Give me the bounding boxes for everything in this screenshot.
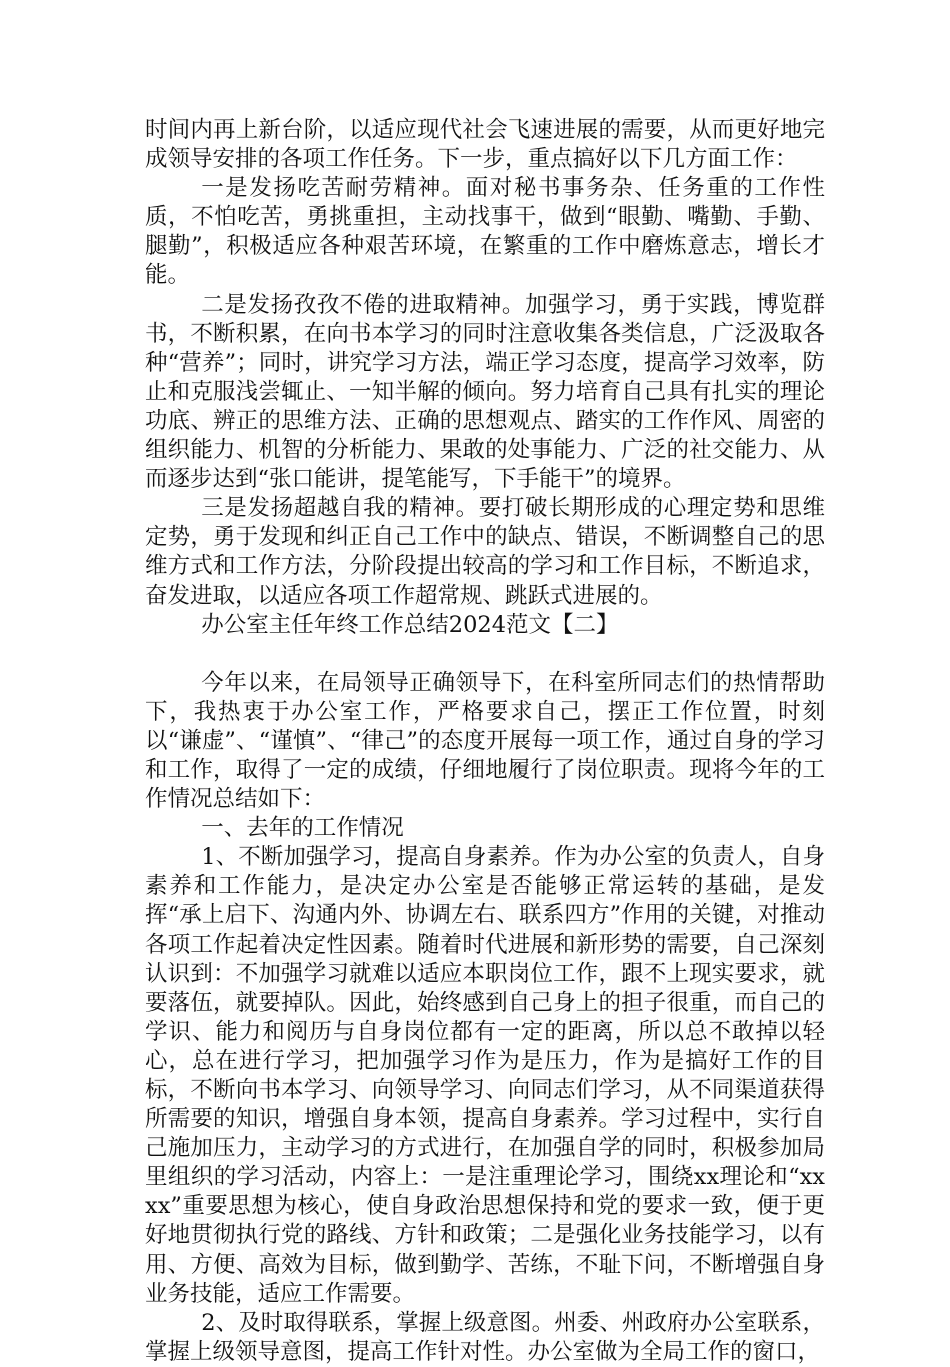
paragraph-point-one: 一是发扬吃苦耐劳精神。面对秘书事务杂、任务重的工作性质，不怕吃苦，勇挑重担，主动找事干，做到“眼勤、嘴勤、手勤、腿勤”，积极适应各种艰苦环境，在繁重的工作中磨炼意志，增长才能。 [145,175,825,289]
paragraph-point-three: 三是发扬超越自我的精神。要打破长期形成的心理定势和思维定势，勇于发现和纠正自己工作中的缺点、错误，不断调整自己的思维方式和工作方法，分阶段提出较高的学习和工作目标，不断追求，奋发进取，以适应各项工作超常规、跳跃式进展的。 [145,495,825,609]
paragraph-point-two: 二是发扬孜孜不倦的进取精神。加强学习，勇于实践，博览群书，不断积累，在向书本学习的同时注意收集各类信息，广泛汲取各种“营养”；同时，讲究学习方法，端正学习态度，提高学习效率，防止和克服浅尝辄止、一知半解的倾向。努力培育自己具有扎实的理论功底、辨正的思维方法、正确的思想观点、踏实的工作作风、周密的组织能力、机智的分析能力、果敢的处事能力、广泛的社交能力、从而逐步达到“张口能讲，提笔能写，下手能干”的境界。 [145,291,825,493]
subsection-heading: 一、去年的工作情况 [201,815,404,842]
document-body [145,116,825,1367]
paragraph-continuation: 时间内再上新台阶，以适应现代社会飞速进展的需要，从而更好地完成领导安排的各项工作任务。下一步，重点搞好以下几方面工作： [145,117,825,173]
paragraph-item-two: 2、及时取得联系，掌握上级意图。州委、州政府办公室联系，掌握上级领导意图，提高工作针对性。办公室做为全局工作的窗口， [145,1309,825,1365]
section-title: 办公室主任年终工作总结2024范文【二】 [201,611,619,638]
paragraph-item-one: 1、不断加强学习，提高自身素养。作为办公室的负责人，自身素养和工作能力，是决定办公室是否能够正常运转的基础，是发挥“承上启下、沟通内外、协调左右、联系四方”作用的关键，对推动各项工作起着决定性因素。随着时代进展和新形势的需要，自己深刻认识到：不加强学习就难以适应本职岗位工作，跟不上现实要求，就要落伍，就要掉队。因此，始终感到自己身上的担子很重，而自己的学识、能力和阅历与自身岗位都有一定的距离，所以总不敢掉以轻心，总在进行学习，把加强学习作为是压力，作为是搞好工作的目标，不断向书本学习、向领导学习、向同志们学习，从不同渠道获得所需要的知识，增强自身本领，提高自身素养。学习过程中，实行自己施加压力，主动学习的方式进行，在加强自学的同时，积极参加局里组织的学习活动，内容上：一是注重理论学习，围绕xx理论和“xxxx”重要思想为核心，使自身政治思想保持和党的要求一致，便于更好地贯彻执行党的路线、方针和政策；二是强化业务技能学习，以有用、方便、高效为目标，做到勤学、苦练，不耻下问，不断增强自身业务技能，适应工作需要。 [145,844,825,1307]
blank-line [145,640,825,669]
paragraph-intro: 今年以来，在局领导正确领导下，在科室所同志们的热情帮助下，我热衷于办公室工作，严格要求自己，摆正工作位置，时刻以“谦虚”、“谨慎”、“律己”的态度开展每一项工作，通过自身的学习和工作，取得了一定的成绩，仔细地履行了岗位职责。现将今年的工作情况总结如下： [145,669,825,813]
